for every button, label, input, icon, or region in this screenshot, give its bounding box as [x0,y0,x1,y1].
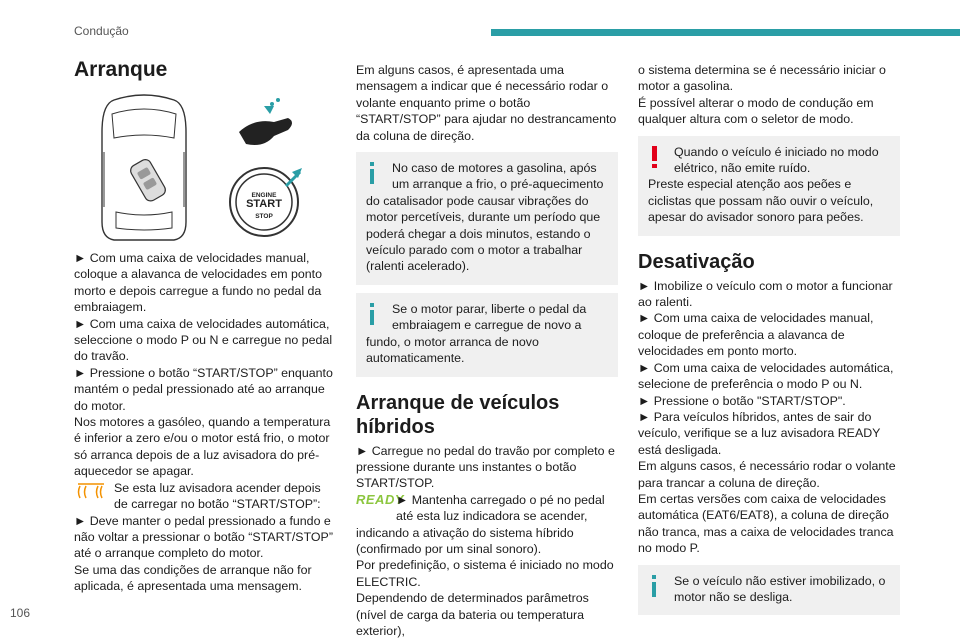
warning-text: Quando o veículo é iniciado no modo elétrico, não emite ruído. [674,144,879,176]
info-text: Se o veículo não estiver imobilizado, o motor não se desliga. [674,573,886,604]
paragraph: ► Com uma caixa de velocidades manual, coloque a alavanca de velocidades em ponto morto e depois carregue a fundo no pedal da embraiagem. [74,251,322,315]
button-text-engine: ENGINE [251,192,277,199]
paragraph: ► Com uma caixa de velocidades manual, coloque de preferência a alavanca de velocidades em ponto morto. [638,311,874,359]
ready-indicator-icon: READY [356,491,405,507]
preheat-icon [74,480,108,502]
paragraph: ► Pressione o botão "START/STOP". [638,393,846,408]
paragraph: Nos motores a gasóleo, quando a temperatura é inferior a zero e/ou o motor está frio, o motor só arranca depois de a luz avisadora do pré-aquecedor se apagar. [74,415,331,479]
section-title-arranque: Arranque [74,58,168,81]
info-text: No caso de motores a gasolina, após um arranque a frio, o pré-aquecimento do catalisador pode causar vibrações do motor percetíveis, durante um período que poderá chegar a dois minutos, estando o veículo parado com o motor a trabalhar (ralenti acelerado). [366,161,604,274]
warning-icon [648,146,668,168]
paragraph: Em certas versões com caixa de velocidades automática (EAT6/EAT8), a coluna de direção não tranca, mas a caixa de velocidades tranca no modo P. [638,491,894,556]
paragraph: ► Para veículos híbridos, antes de sair do veículo, verifique se a luz avisadora READY está desligada. [638,409,881,457]
paragraph: Por predefinição, o sistema é iniciado no modo ELECTRIC. [356,558,614,589]
paragraph: Em alguns casos, é apresentada uma mensagem a indicar que é necessário rodar o volante enquanto prime o botão “START/STOP” para ajudar no destrancamento da coluna de direção. [356,63,617,143]
info-icon [366,303,386,325]
column-3 [638,62,900,623]
ready-row [356,492,618,558]
info-box-stall [356,293,618,377]
car-key-illustration [74,92,336,242]
preheat-warning-row [74,480,336,513]
paragraph: ► Mantenha carregado o pé no pedal até esta luz indicadora se acender, indicando a ativação do sistema híbrido (confirmado por um sinal sonoro). [356,492,605,556]
paragraph: Se esta luz avisadora acender depois de carregar no botão “START/STOP”: [114,480,321,512]
paragraph: Em alguns casos, é necessário rodar o volante para trancar a coluna de direção. [638,459,896,490]
info-box-petrol [356,152,618,285]
car-icon [102,95,186,240]
info-icon [366,162,386,184]
section-header: Condução [74,24,129,38]
warning-box [638,136,900,236]
paragraph: Se uma das condições de arranque não for aplicada, é apresentada uma mensagem. [74,562,312,594]
button-text-stop: STOP [255,213,273,220]
column-1 [74,58,336,595]
paragraph: ► Com uma caixa de velocidades automática, selecione de preferência o modo P ou N. [638,360,894,392]
button-text-start: START [246,198,282,210]
section-title-desativacao: Desativação [638,250,755,273]
paragraph: ► Deve manter o pedal pressionado a fundo e não voltar a pressionar o botão “START/STOP” até o arranque completo do motor. [74,513,333,561]
header-accent-bar [491,29,960,36]
start-illustration [74,92,336,242]
column-2 [356,62,618,639]
page-number: 106 [10,606,31,620]
hand-icon [239,98,292,145]
warning-text-2: Preste especial atenção aos peões e ciclistas que possam não ouvir o veículo, apesar do avisador sonoro para peões. [648,177,874,225]
paragraph: ► Pressione o botão “START/STOP” enquanto mantém o pedal pressionado até ao arranque do motor. [74,365,333,413]
paragraph: Dependendo de determinados parâmetros (nível de carga da bateria ou temperatura exterior), [356,591,589,638]
paragraph: ► Com uma caixa de velocidades automática, seleccione o modo P ou N e carregue no pedal do travão. [74,316,333,364]
info-icon [648,575,668,597]
info-text: Se o motor parar, liberte o pedal da embraiagem e carregue de novo a fundo, o motor arranca de novo automaticamente. [366,301,587,366]
info-box-immobilized [638,565,900,616]
paragraph: ► Imobilize o veículo com o motor a funcionar ao ralenti. [638,278,893,310]
paragraph: ► Carregue no pedal do travão por completo e pressione durante uns instantes o botão START/STOP. [356,443,615,491]
paragraph: o sistema determina se é necessário iniciar o motor a gasolina. [638,63,886,94]
paragraph: É possível alterar o modo de condução em qualquer altura com o seletor de modo. [638,95,874,127]
section-title-hibridos: Arranque de veículos híbridos [356,391,560,438]
